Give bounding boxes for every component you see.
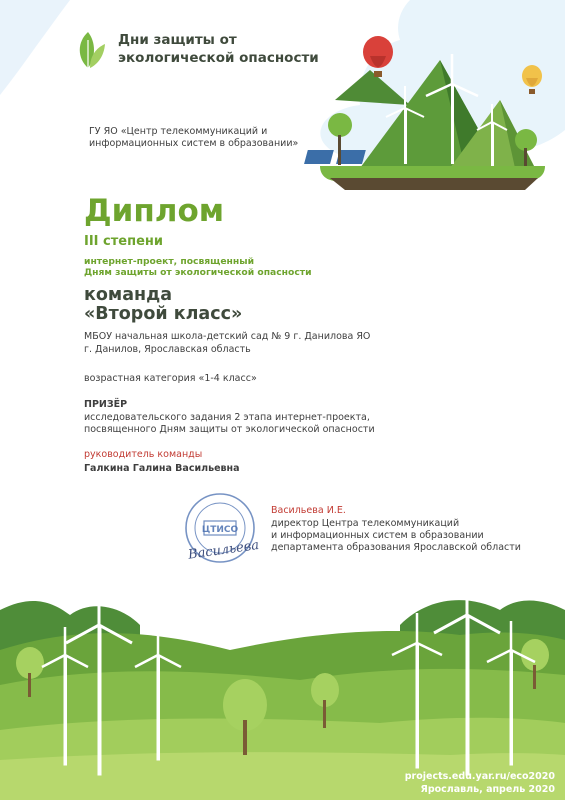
degree-label: III степени [84,234,163,249]
brand-title-line-2: экологической опасности [118,50,319,66]
project-line-2: Дням защиты от экологической опасности [84,267,312,278]
school-line-1: МБОУ начальная школа-детский сад № 9 г. Данилова ЯО [84,331,371,342]
team-line-2: «Второй класс» [84,304,243,324]
brand-title-line-1: Дни защиты от [118,32,237,48]
signer-name: Васильева И.Е. [271,505,346,516]
signer-line-3: департамента образования Ярославской области [271,542,521,553]
project-line-1: интернет-проект, посвященный [84,256,255,267]
age-category: возрастная категория «1-4 класс» [84,373,257,384]
school-info [84,330,370,356]
organization-name [89,126,298,150]
org-line-1: ГУ ЯО «Центр телекоммуникаций и [89,126,268,137]
solar-panel-icon [304,150,334,164]
landscape-illustration [0,555,565,800]
signer-position [271,518,521,554]
stamp-text: ЦТИСО [201,525,239,535]
signer-line-2: и информационных систем в образовании [271,530,484,541]
eco-illustration [300,0,565,200]
prize-description [84,412,375,436]
prize-line-2: посвященного Дням защиты от экологической опасности [84,424,375,435]
school-line-2: г. Данилов, Ярославская область [84,344,251,355]
footer-city-date: Ярославль, апрель 2020 [420,784,555,795]
tree-icon [328,113,352,137]
tree-icon [515,129,537,151]
leader-label: руководитель команды [84,449,203,460]
prize-title: ПРИЗЁР [84,399,128,410]
project-description [84,256,312,278]
diploma-title: Диплом [84,193,225,229]
team-name [84,286,242,324]
footer-url: projects.edu.yar.ru/eco2020 [404,771,555,782]
leaf-logo-icon [74,26,106,70]
leader-name: Галкина Галина Васильевна [84,463,240,474]
org-line-2: информационных систем в образовании» [89,138,299,149]
handwritten-signature: Васильева [187,537,260,563]
brand-title [118,31,319,67]
prize-line-1: исследовательского задания 2 этапа интернет-проекта, [84,412,370,423]
signer-line-1: директор Центра телекоммуникаций [271,518,460,529]
team-line-1: команда [84,285,173,305]
